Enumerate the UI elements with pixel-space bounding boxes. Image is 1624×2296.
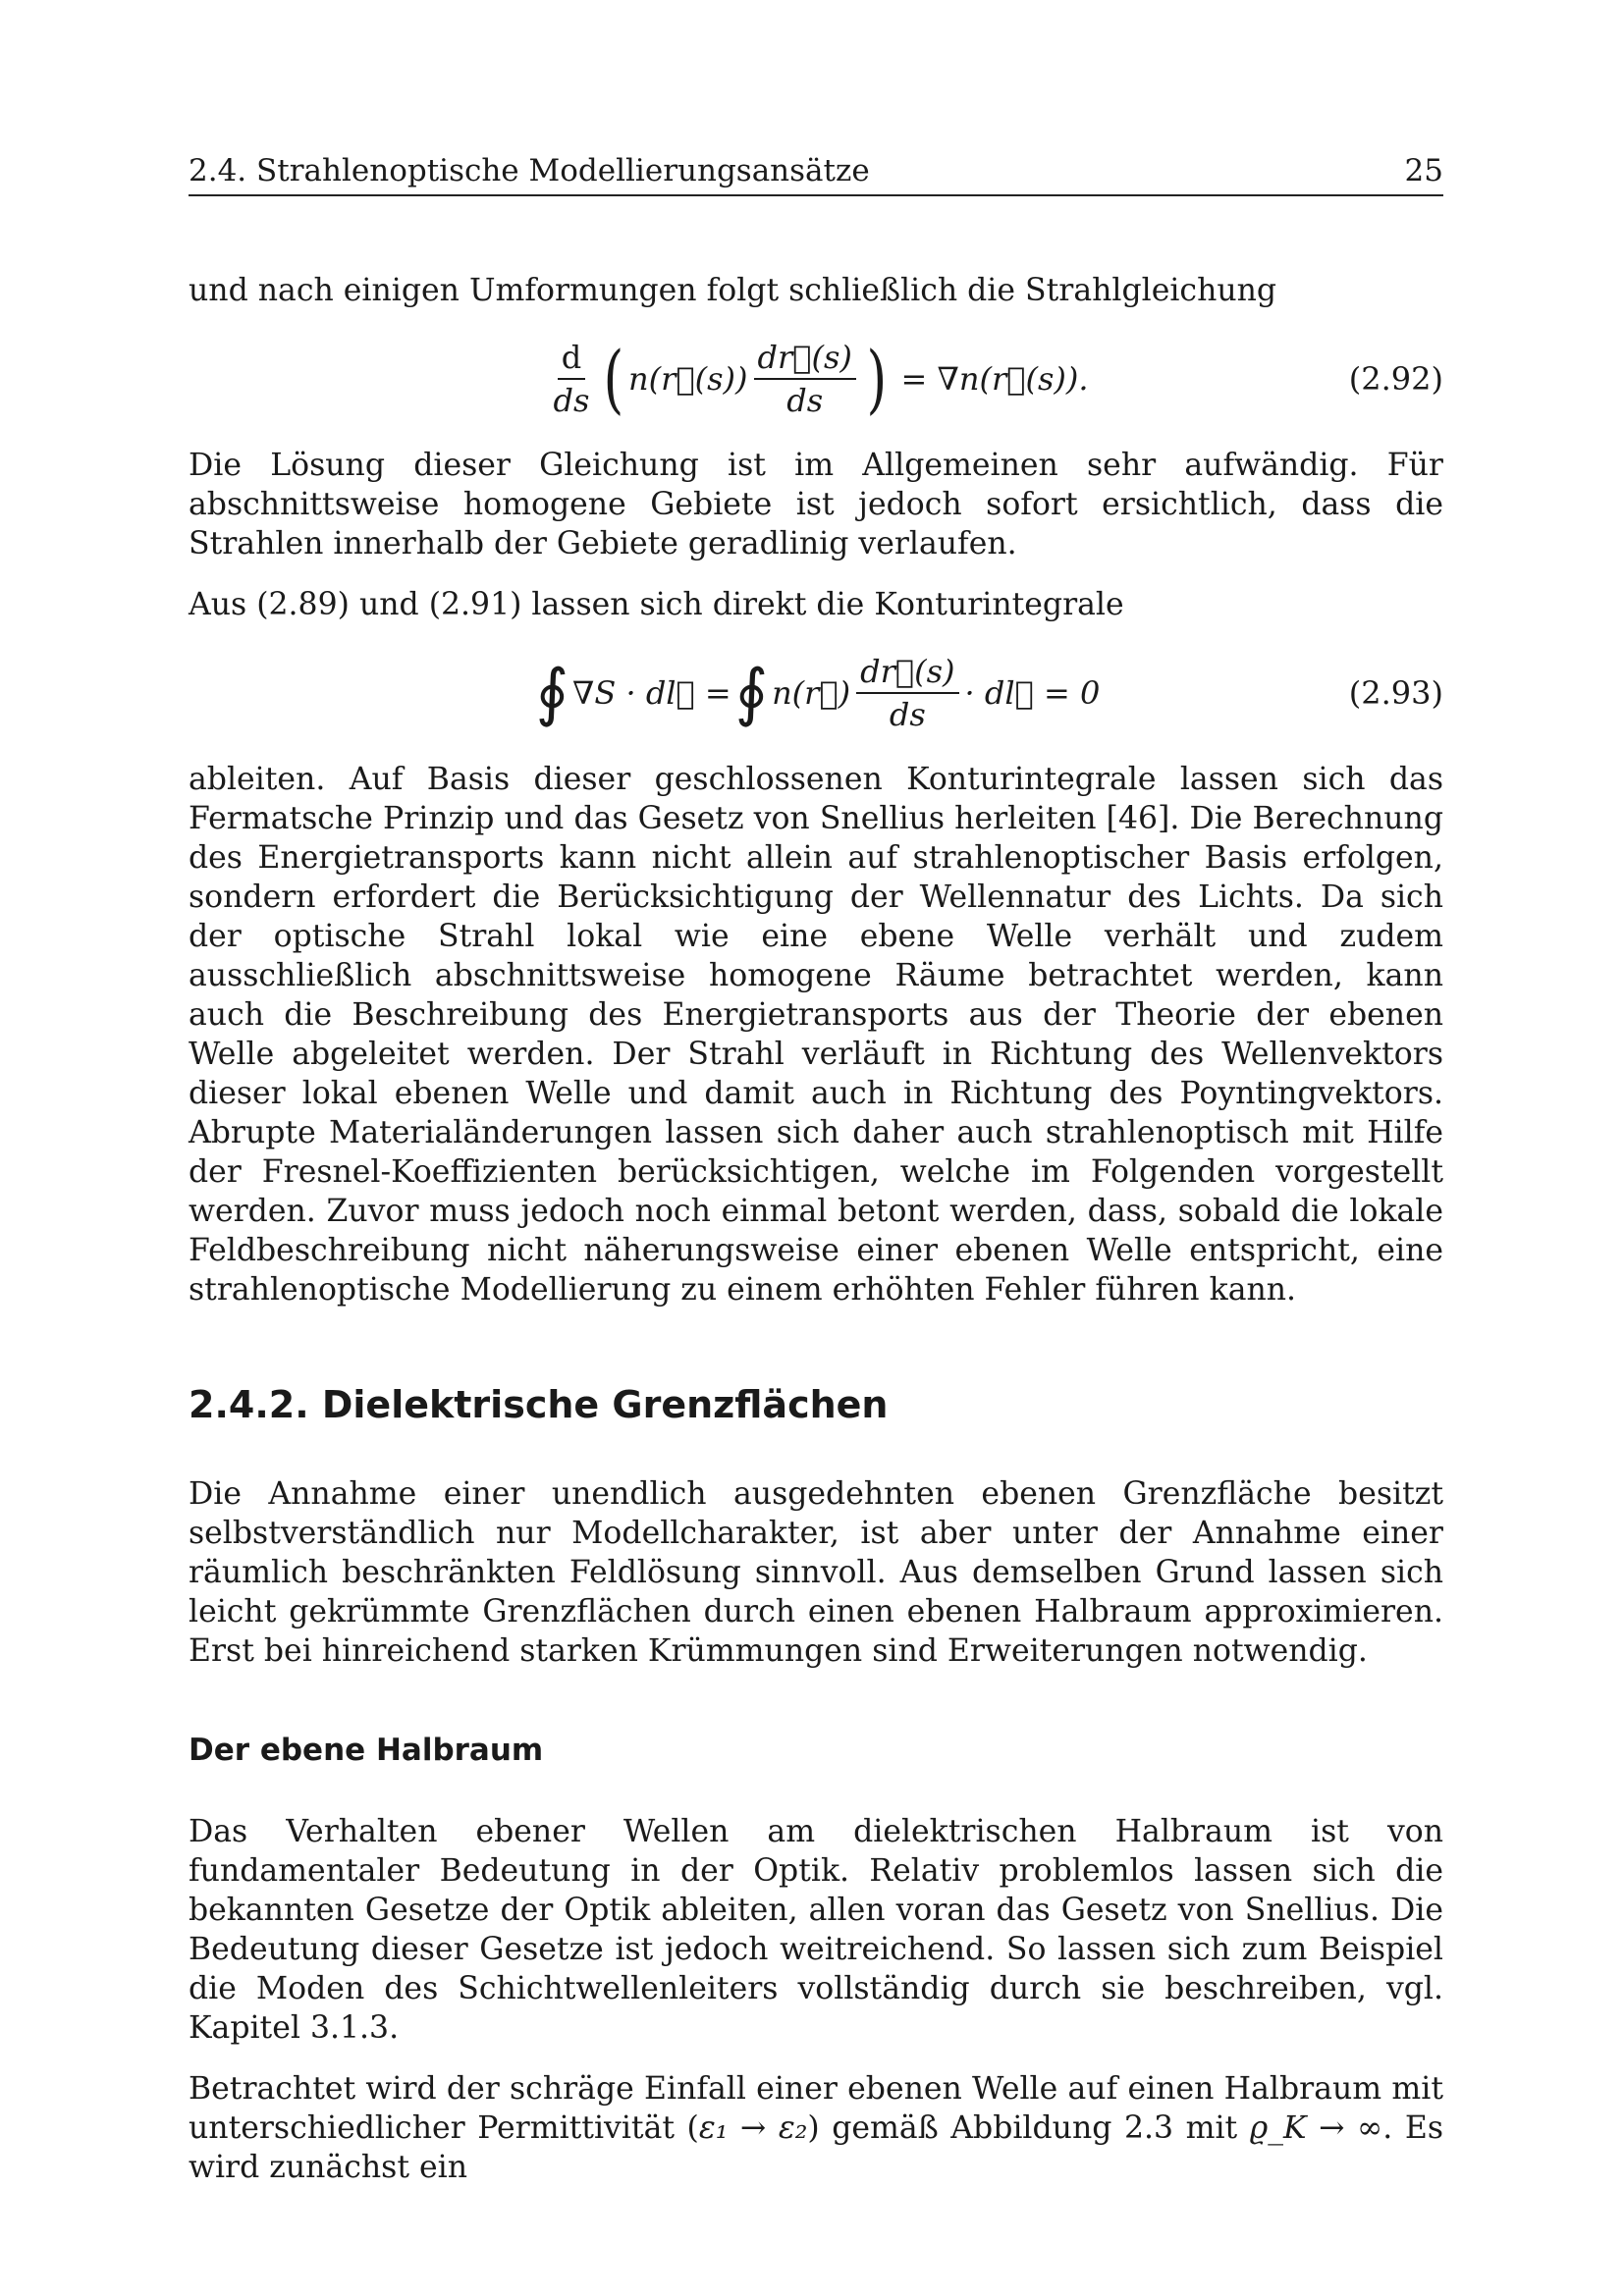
eq1-derivative-operator: $\frac{d}{ds}$	[553, 339, 590, 419]
eq2-refractive-index: n(r⃗)	[772, 674, 851, 712]
inline-math-permittivity: ε₁ → ε₂	[698, 2110, 808, 2146]
eq1-right-paren: )	[866, 335, 888, 422]
equation-2-93	[189, 634, 1443, 752]
subsection-heading: Der ebene Halbraum	[189, 1733, 544, 1768]
eq1-fraction: $\frac{dr⃗(s)}{ds}$	[754, 339, 856, 419]
eq2-lhs: ∇S · dl⃗ =	[572, 674, 731, 712]
paragraph-oblique-incidence: Betrachtet wird der schräge Einfall einer ebenen Welle auf einen Halbraum mit unterschiedlicher Permittivität (ε₁ → ε₂) gemäß Abbildung 2.3 mit ϱ_K → ∞. Es wird zunächst ein	[189, 2071, 1443, 2185]
running-header	[189, 147, 1443, 196]
eq1-left-paren: (	[603, 335, 624, 422]
eq2-fraction: $\frac{dr⃗(s)}{ds}$	[856, 653, 958, 733]
equation-number-2-93: (2.93)	[1348, 674, 1443, 712]
paragraph-solution: Die Lösung dieser Gleichung ist im Allgemeinen sehr aufwändig. Für abschnittsweise homogene Gebiete ist jedoch sofort ersichtlich, dass die Strahlen innerhalb der Gebiete geradlinig verlaufen.	[189, 448, 1443, 561]
contour-integral-symbol-2: ∮	[734, 657, 769, 729]
page-number: 25	[1404, 153, 1443, 188]
equation-number-2-92: (2.92)	[1348, 360, 1443, 398]
section-heading: 2.4.2. Dielektrische Grenzflächen	[189, 1383, 889, 1426]
contour-integral-symbol: ∮	[535, 657, 569, 729]
paragraph-contour: Aus (2.89) und (2.91) lassen sich direkt die Konturintegrale	[189, 587, 1124, 622]
paragraph-intro: und nach einigen Umformungen folgt schließlich die Strahlgleichung	[189, 273, 1277, 308]
eq1-rhs: = ∇n(r⃗(s)).	[900, 360, 1089, 398]
eq1-refractive-index: n(r⃗(s))	[628, 360, 748, 398]
eq2-rhs: · dl⃗ = 0	[964, 674, 1101, 712]
inline-math-curvature: ϱ_K → ∞	[1249, 2110, 1383, 2146]
paragraph-energy-transport: ableiten. Auf Basis dieser geschlossenen Konturintegrale lassen sich das Fermatsche Prinzip und das Gesetz von Snellius herleiten [46]. Die Berechnung des Energietransports kann nicht allein auf strahlenoptischer Basis erfolgen, sondern erfordert die Berücksichtigung der Wellennatur des Lichts. Da sich der optische Strahl lokal wie eine ebene Welle verhält und zudem ausschließlich abschnittsweise homogene Räume betrachtet werden, kann auch die Beschreibung des Energietransports aus der Theorie der ebenen Welle abgeleitet werden. Der Strahl verläuft in Richtung des Wellenvektors dieser lokal ebenen Welle und damit auch in Richtung des Poyntingvektors. Abrupte Materialänderungen lassen sich daher auch strahlenoptisch mit Hilfe der Fresnel-Koeffizienten berücksichtigen, welche im Folgenden vorgestellt werden. Zuvor muss jedoch noch einmal betont werden, dass, sobald die lokale Feldbeschreibung nicht näherungsweise einer ebenen Welle entspricht, eine strahlenoptische Modellierung zu einem erhöhten Fehler führen kann.	[189, 762, 1443, 1308]
page	[189, 147, 1443, 2187]
paragraph-interface: Die Annahme einer unendlich ausgedehnten ebenen Grenzfläche besitzt selbstverständlich nur Modellcharakter, ist aber unter der Annahme einer räumlich beschränkten Feldlösung sinnvoll. Aus demselben Grund lassen sich leicht gekrümmte Grenzflächen durch einen ebenen Halbraum approximieren. Erst bei hinreichend starken Krümmungen sind Erweiterungen notwendig.	[189, 1476, 1443, 1669]
equation-2-92	[189, 320, 1443, 438]
running-header-title: 2.4. Strahlenoptische Modellierungsansätze	[189, 153, 870, 188]
paragraph-halfspace: Das Verhalten ebener Wellen am dielektrischen Halbraum ist von fundamentaler Bedeutung in der Optik. Relativ problemlos lassen sich die bekannten Gesetze der Optik ableiten, allen voran das Gesetz von Snellius. Die Bedeutung dieser Gesetze ist jedoch weitreichend. So lassen sich zum Beispiel die Moden des Schichtwellenleiters vollständig durch sie beschreiben, vgl. Kapitel 3.1.3.	[189, 1814, 1443, 2046]
